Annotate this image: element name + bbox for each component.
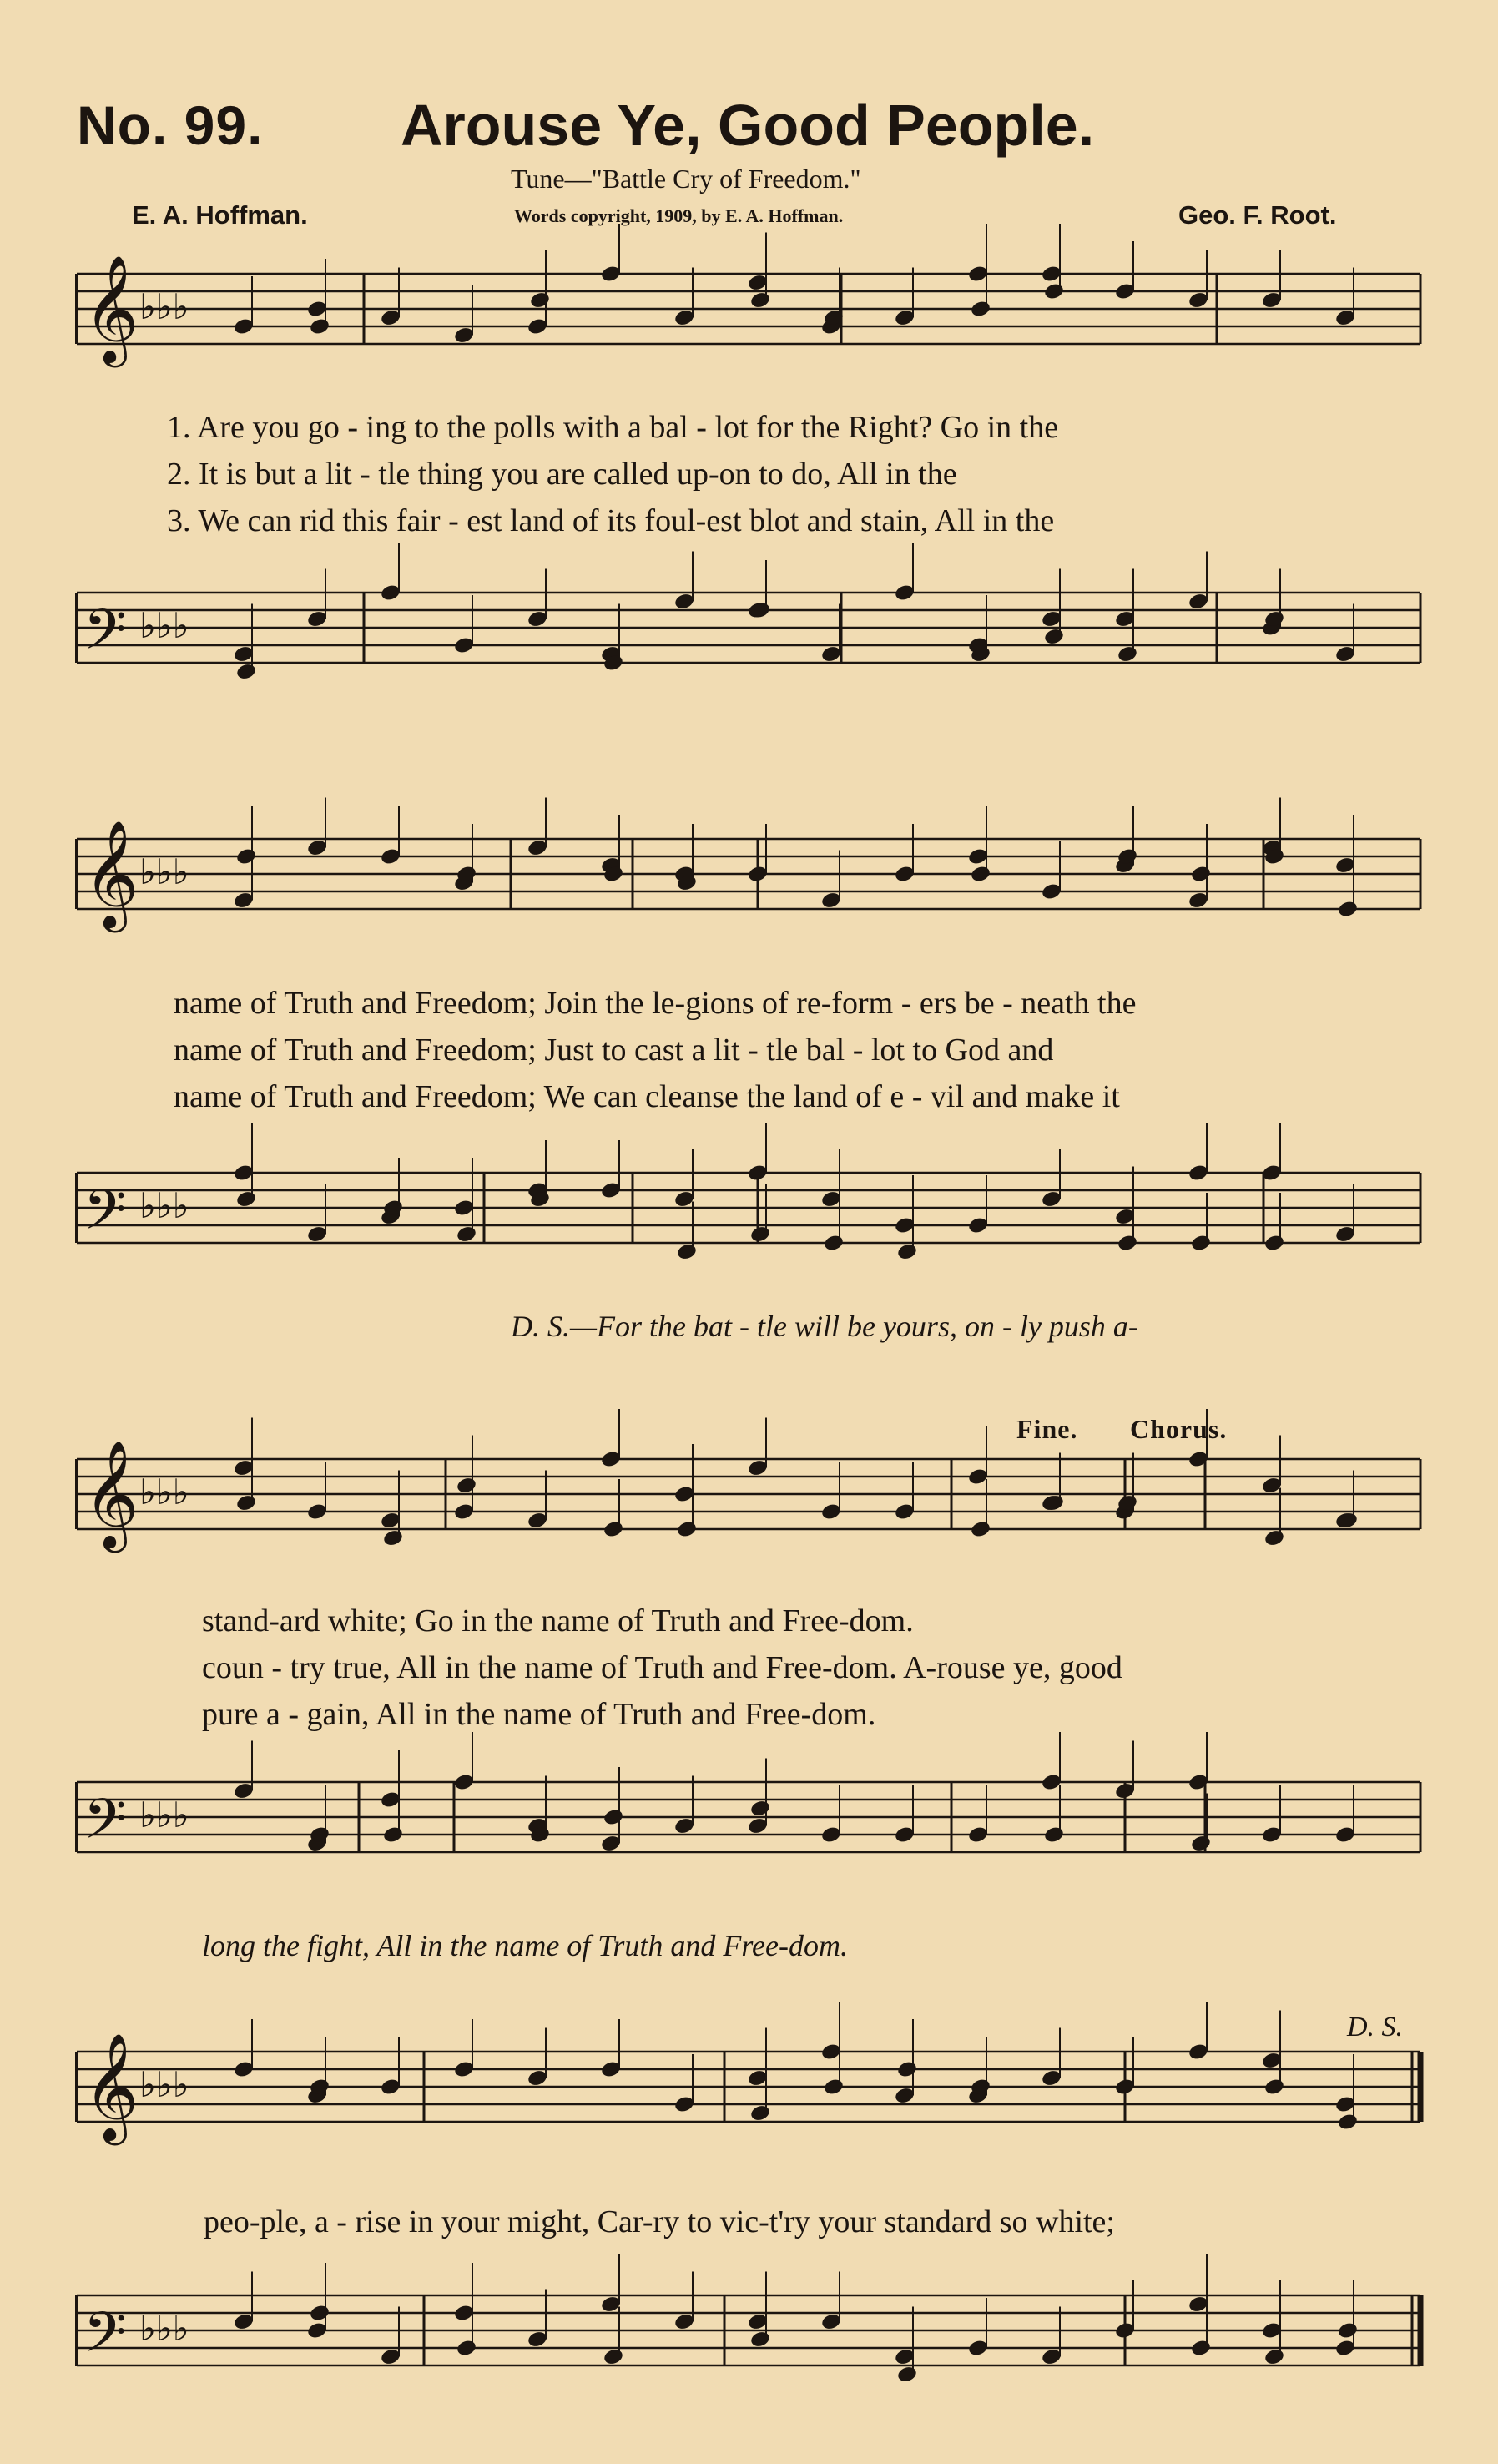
composer: Geo. F. Root. — [1178, 200, 1337, 230]
svg-text:𝄞: 𝄞 — [83, 255, 139, 363]
verse-1-line-3: stand-ard white; Go in the name of Truth and Free-dom. — [202, 1603, 914, 1638]
tune-line: Tune—"Battle Cry of Freedom." — [511, 164, 861, 194]
verse-2-line-1: 2. It is but a lit - tle thing you are called up-on to do, All in the — [167, 457, 957, 492]
svg-text:♭♭♭: ♭♭♭ — [139, 1472, 189, 1512]
bass-staff-system-3 — [0, 1753, 1498, 1920]
svg-text:𝄢: 𝄢 — [83, 1787, 127, 1865]
svg-text:♭♭♭: ♭♭♭ — [139, 2064, 189, 2105]
bass-staff-system-2 — [0, 1144, 1498, 1310]
chorus-mark: Chorus. — [1130, 1414, 1228, 1444]
treble-staff-system-4 — [0, 2028, 1498, 2170]
fine-mark: Fine. — [1016, 1414, 1078, 1444]
svg-text:𝄢: 𝄢 — [83, 1178, 127, 1255]
author: E. A. Hoffman. — [132, 200, 308, 230]
verse-2-line-3: coun - try true, All in the name of Truth and Free-dom. A-rouse ye, good — [202, 1650, 1122, 1685]
verse-1-line-1: 1. Are you go - ing to the polls with a bal - lot for the Right? Go in the — [167, 410, 1059, 445]
verse-2-line-2: name of Truth and Freedom; Just to cast a lit - tle bal - lot to God and — [174, 1033, 1054, 1068]
verse-3-line-2: name of Truth and Freedom; We can cleanse the land of e - vil and make it — [174, 1079, 1120, 1114]
ds-text-line-2: long the fight, All in the name of Truth and Free-dom. — [202, 1929, 848, 1962]
hymn-title: Arouse Ye, Good People. — [401, 93, 1095, 158]
treble-staff-system-3 — [0, 1427, 1498, 1586]
svg-text:𝄞: 𝄞 — [83, 1440, 139, 1548]
chorus-lyrics: peo-ple, a - rise in your might, Car-ry to vic-t'ry your standard so white; — [204, 2204, 1115, 2239]
hymn-number: No. 99. — [77, 94, 264, 156]
svg-text:♭♭♭: ♭♭♭ — [139, 1185, 189, 1226]
treble-staff-system-1 — [0, 255, 1498, 376]
bass-staff-system-4 — [0, 2270, 1498, 2437]
svg-text:♭♭♭: ♭♭♭ — [139, 1795, 189, 1835]
svg-text:𝄢: 𝄢 — [83, 598, 127, 675]
verse-1-line-2: name of Truth and Freedom; Join the le-gions of re-form - ers be - neath the — [174, 986, 1137, 1021]
treble-staff-system-2 — [0, 801, 1498, 952]
svg-text:♭♭♭: ♭♭♭ — [139, 2308, 189, 2349]
svg-text:𝄞: 𝄞 — [83, 820, 139, 928]
svg-text:♭♭♭: ♭♭♭ — [139, 286, 189, 327]
verse-3-line-3: pure a - gain, All in the name of Truth and Free-dom. — [202, 1697, 876, 1732]
ds-mark: D. S. — [1347, 2012, 1404, 2042]
copyright-notice: Words copyright, 1909, by E. A. Hoffman. — [514, 205, 844, 226]
svg-text:♭♭♭: ♭♭♭ — [139, 851, 189, 892]
verse-3-line-1: 3. We can rid this fair - est land of its foul-est blot and stain, All in the — [167, 503, 1055, 538]
bass-staff-system-1 — [0, 568, 1498, 735]
ds-text-line-1: D. S.—For the bat - tle will be yours, on - ly push a- — [511, 1310, 1138, 1343]
svg-text:𝄢: 𝄢 — [83, 2300, 127, 2378]
svg-text:𝄞: 𝄞 — [83, 2032, 139, 2141]
svg-text:♭♭♭: ♭♭♭ — [139, 605, 189, 646]
